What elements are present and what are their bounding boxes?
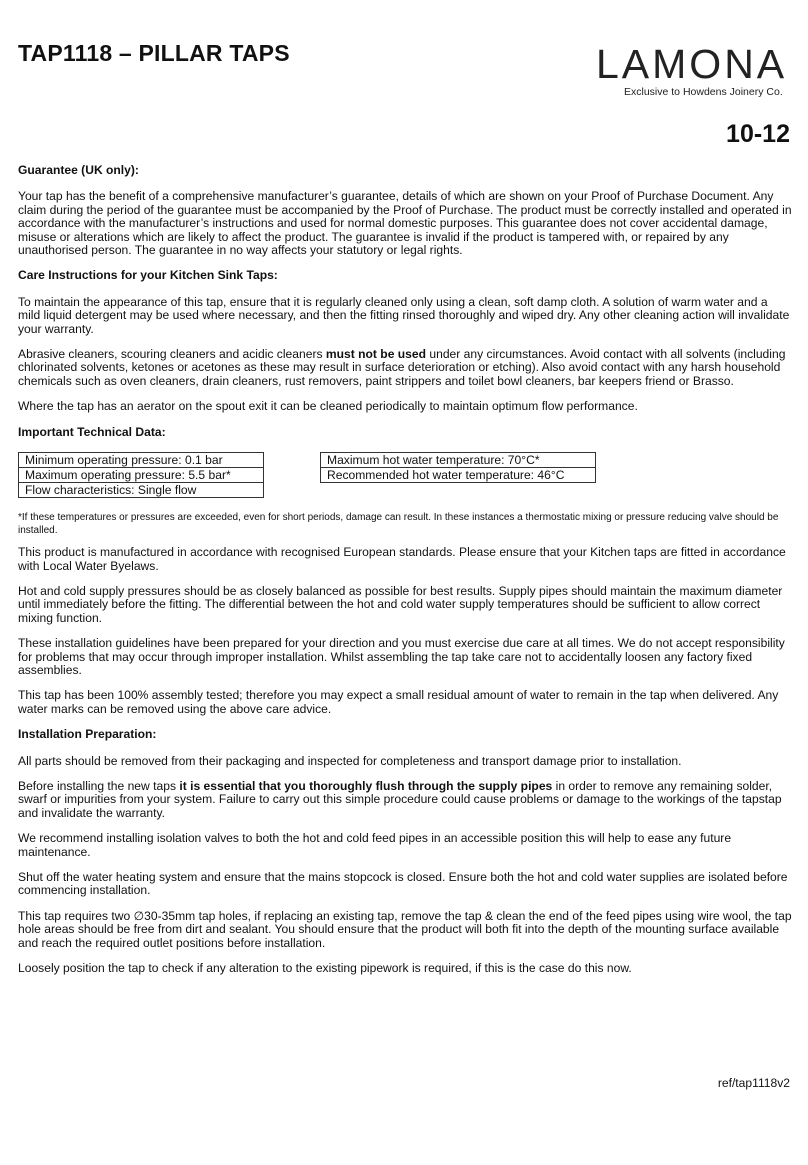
table-cell: Recommended hot water temperature: 46°C <box>321 468 596 483</box>
temperature-table <box>320 452 596 483</box>
installation-paragraph-2 <box>18 780 792 820</box>
technical-paragraph-3: These installation guidelines have been prepared for your direction and you must exercise due care at all times. We do not accept responsibility for problems that may occur through improper installation. Whilst assembling the tap take care not to accidentally loosen any factory fixed assemblies. <box>18 636 785 677</box>
pressure-table <box>18 452 264 498</box>
technical-heading: Important Technical Data: <box>18 424 166 439</box>
technical-tables <box>18 452 792 498</box>
table-row <box>321 453 596 468</box>
installation-paragraph-4: Shut off the water heating system and ensure that the mains stopcock is closed. Ensure both the hot and cold water supplies are isolated before commencing installation. <box>18 870 788 898</box>
technical-paragraph-4: This tap has been 100% assembly tested; therefore you may expect a small residual amount of water to remain in the tap when delivered. Any water marks can be removed using the above care advice. <box>18 688 779 716</box>
installation-paragraph-3: We recommend installing isolation valves to both the hot and cold feed pipes in an accessible position this will help to ease any future maintenance. <box>18 831 732 859</box>
document-code: 10-12 <box>726 120 790 148</box>
document-body <box>18 164 792 987</box>
installation-heading: Installation Preparation: <box>18 727 157 742</box>
care-p2-emphasis: must not be used <box>325 347 427 362</box>
table-cell: Minimum operating pressure: 0.1 bar <box>19 453 264 468</box>
install-p2-start: Before installing the new taps <box>18 778 180 793</box>
table-row <box>19 453 264 468</box>
technical-paragraph-2: Hot and cold supply pressures should be as closely balanced as possible for best results. Supply pipes should maintain the maximum diameter until immediately before the fitting. The differential between the hot and cold water supply temperatures should be sufficient to allow correct mixing function. <box>18 583 783 625</box>
care-paragraph-2 <box>18 348 792 388</box>
table-row <box>321 468 596 483</box>
table-row <box>19 468 264 483</box>
care-p2-end: under any circumstances. Avoid contact with all solvents (including chlorinated solvents, ketones or acetones as these may result in surface deterioration or etching). Also avoid contact with any harsh household chemicals such as oven cleaners, drain cleaners, rust removers, paint strippers and toilet bowl cleaners, bar keepers friend or Brasso. <box>18 347 786 388</box>
technical-paragraph-1: This product is manufactured in accordance with recognised European standards. Please ensure that your Kitchen taps are fitted in accordance with Local Water Byelaws. <box>18 545 786 573</box>
install-p2-emphasis: it is essential that you thoroughly flush through the supply pipes <box>179 778 553 793</box>
installation-paragraph-6: Loosely position the tap to check if any alteration to the existing pipework is required, if this is the case do this now. <box>18 961 632 976</box>
table-row <box>19 483 264 498</box>
document-title: TAP1118 – PILLAR TAPS <box>18 40 290 66</box>
care-p2-start: Abrasive cleaners, scouring cleaners and acidic cleaners <box>18 347 326 362</box>
lamona-logo <box>596 41 792 98</box>
document-reference: ref/tap1118v2 <box>717 1076 790 1090</box>
install-p2-end: in order to remove any remaining solder, swarf or impurities from your system. Failure to carry out this simple procedure could cause problems or damage to the workings of the tapstap and invalidate the warranty. <box>18 778 782 820</box>
logo-tagline: Exclusive to Howdens Joinery Co. <box>624 86 783 98</box>
table-cell: Maximum operating pressure: 5.5 bar* <box>19 468 264 483</box>
installation-paragraph-1: All parts should be removed from their packaging and inspected for completeness and transport damage prior to installation. <box>18 753 682 768</box>
installation-paragraph-5: This tap requires two ∅30-35mm tap holes, if replacing an existing tap, remove the tap & clean the end of the feed pipes using wire wool, the tap hole areas should be free from dirt and sealant. You should ensure that the product will both fit into the depth of the mounting surface available and reach the required outlet positions before installation. <box>18 908 792 950</box>
table-cell: Flow characteristics: Single flow <box>19 483 264 498</box>
guarantee-heading: Guarantee (UK only): <box>18 163 139 177</box>
technical-footnote: *If these temperatures or pressures are exceeded, even for short periods, damage can result. In these instances a thermostatic mixing or pressure reducing valve should be installed. <box>18 512 779 537</box>
guarantee-text: Your tap has the benefit of a comprehensive manufacturer’s guarantee, details of which are shown on your Proof of Purchase Document. Any claim during the period of the guarantee must be accompanied by the Proof of Purchase. The product must be correctly installed and operated in accordance with the manufacturer’s instructions and used for normal domestic purposes. This guarantee does not cover accidental damage, misuse or alterations which are likely to affect the product. The guarantee is invalid if the product is tampered with, or repaired by any unauthorised person. The guarantee in no way affects your statutory or legal rights. <box>18 189 792 258</box>
table-cell: Maximum hot water temperature: 70°C* <box>321 453 596 468</box>
care-paragraph-3: Where the tap has an aerator on the spout exit it can be cleaned periodically to maintain optimum flow performance. <box>18 399 638 414</box>
care-heading: Care Instructions for your Kitchen Sink Taps: <box>18 268 278 283</box>
care-paragraph-1: To maintain the appearance of this tap, ensure that it is regularly cleaned only using a clean, soft damp cloth. A solution of warm water and a mild liquid detergent may be used where necessary, and then the fitting rinsed thoroughly and wiped dry. Any other cleaning action will invalidate your warranty. <box>18 294 790 336</box>
logo-wordmark: LAMONA <box>596 41 788 87</box>
